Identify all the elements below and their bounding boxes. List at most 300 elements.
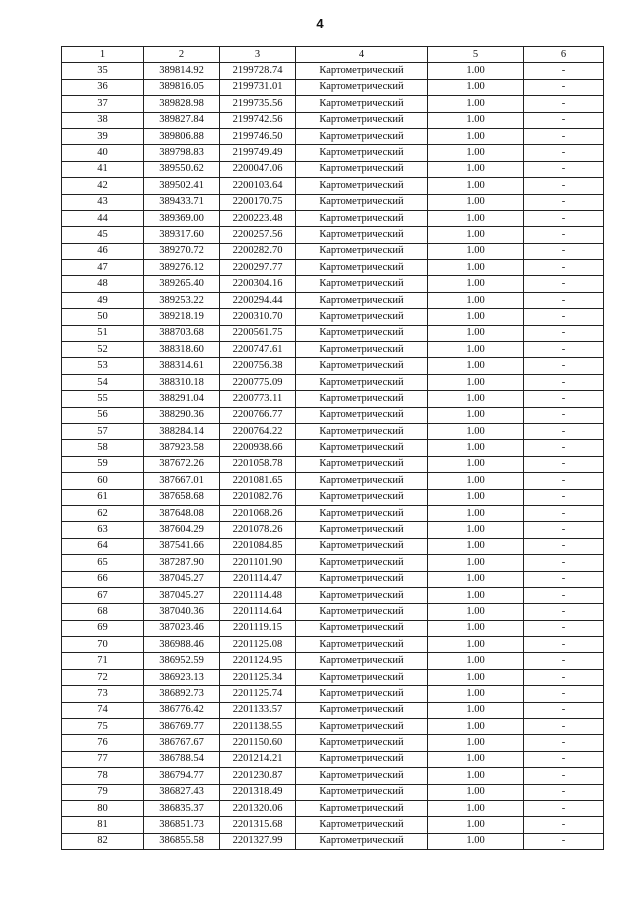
cell-method: Картометрический bbox=[296, 800, 428, 816]
cell-method: Картометрический bbox=[296, 817, 428, 833]
table-row bbox=[62, 407, 604, 423]
cell-point-number: 58 bbox=[62, 440, 144, 456]
cell-y: 2200561.75 bbox=[220, 325, 296, 341]
cell-accuracy: 1.00 bbox=[428, 686, 524, 702]
cell-description: - bbox=[524, 489, 604, 505]
table-row bbox=[62, 653, 604, 669]
cell-accuracy: 1.00 bbox=[428, 735, 524, 751]
cell-point-number: 82 bbox=[62, 833, 144, 849]
cell-y: 2200764.22 bbox=[220, 423, 296, 439]
table-row bbox=[62, 686, 604, 702]
cell-accuracy: 1.00 bbox=[428, 555, 524, 571]
cell-x: 387541.66 bbox=[144, 538, 220, 554]
cell-x: 387648.08 bbox=[144, 505, 220, 521]
cell-accuracy: 1.00 bbox=[428, 456, 524, 472]
cell-point-number: 57 bbox=[62, 423, 144, 439]
cell-accuracy: 1.00 bbox=[428, 374, 524, 390]
cell-x: 389806.88 bbox=[144, 128, 220, 144]
header-cell-method: 4 bbox=[296, 47, 428, 63]
cell-accuracy: 1.00 bbox=[428, 620, 524, 636]
cell-point-number: 48 bbox=[62, 276, 144, 292]
cell-point-number: 37 bbox=[62, 96, 144, 112]
cell-accuracy: 1.00 bbox=[428, 210, 524, 226]
table-row bbox=[62, 473, 604, 489]
cell-description: - bbox=[524, 96, 604, 112]
cell-accuracy: 1.00 bbox=[428, 505, 524, 521]
cell-x: 387040.36 bbox=[144, 604, 220, 620]
cell-point-number: 69 bbox=[62, 620, 144, 636]
cell-y: 2200766.77 bbox=[220, 407, 296, 423]
cell-accuracy: 1.00 bbox=[428, 571, 524, 587]
cell-point-number: 50 bbox=[62, 309, 144, 325]
table-row bbox=[62, 620, 604, 636]
cell-y: 2200938.66 bbox=[220, 440, 296, 456]
header-cell-description: 6 bbox=[524, 47, 604, 63]
cell-accuracy: 1.00 bbox=[428, 719, 524, 735]
cell-x: 389270.72 bbox=[144, 243, 220, 259]
cell-y: 2200047.06 bbox=[220, 161, 296, 177]
cell-x: 388318.60 bbox=[144, 342, 220, 358]
cell-x: 386794.77 bbox=[144, 768, 220, 784]
cell-x: 389502.41 bbox=[144, 178, 220, 194]
cell-accuracy: 1.00 bbox=[428, 391, 524, 407]
table-row bbox=[62, 784, 604, 800]
cell-description: - bbox=[524, 653, 604, 669]
cell-y: 2201125.08 bbox=[220, 637, 296, 653]
cell-y: 2201125.74 bbox=[220, 686, 296, 702]
cell-y: 2201318.49 bbox=[220, 784, 296, 800]
cell-x: 387604.29 bbox=[144, 522, 220, 538]
cell-method: Картометрический bbox=[296, 423, 428, 439]
cell-point-number: 52 bbox=[62, 342, 144, 358]
cell-y: 2201230.87 bbox=[220, 768, 296, 784]
cell-point-number: 56 bbox=[62, 407, 144, 423]
cell-point-number: 47 bbox=[62, 260, 144, 276]
header-cell-y: 3 bbox=[220, 47, 296, 63]
cell-description: - bbox=[524, 423, 604, 439]
cell-description: - bbox=[524, 538, 604, 554]
cell-y: 2201058.78 bbox=[220, 456, 296, 472]
cell-description: - bbox=[524, 178, 604, 194]
cell-point-number: 38 bbox=[62, 112, 144, 128]
cell-point-number: 41 bbox=[62, 161, 144, 177]
cell-point-number: 67 bbox=[62, 587, 144, 603]
cell-method: Картометрический bbox=[296, 538, 428, 554]
table-row bbox=[62, 161, 604, 177]
table-row bbox=[62, 702, 604, 718]
cell-method: Картометрический bbox=[296, 145, 428, 161]
cell-x: 387658.68 bbox=[144, 489, 220, 505]
cell-x: 386776.42 bbox=[144, 702, 220, 718]
cell-accuracy: 1.00 bbox=[428, 79, 524, 95]
cell-x: 387023.46 bbox=[144, 620, 220, 636]
cell-accuracy: 1.00 bbox=[428, 751, 524, 767]
cell-accuracy: 1.00 bbox=[428, 325, 524, 341]
cell-y: 2200257.56 bbox=[220, 227, 296, 243]
table-row bbox=[62, 440, 604, 456]
cell-point-number: 68 bbox=[62, 604, 144, 620]
cell-y: 2201114.47 bbox=[220, 571, 296, 587]
cell-description: - bbox=[524, 817, 604, 833]
table-row bbox=[62, 194, 604, 210]
cell-x: 387667.01 bbox=[144, 473, 220, 489]
table-row bbox=[62, 489, 604, 505]
cell-method: Картометрический bbox=[296, 358, 428, 374]
header-cell-x: 2 bbox=[144, 47, 220, 63]
cell-x: 387045.27 bbox=[144, 587, 220, 603]
cell-y: 2201101.90 bbox=[220, 555, 296, 571]
cell-method: Картометрический bbox=[296, 178, 428, 194]
cell-description: - bbox=[524, 473, 604, 489]
cell-accuracy: 1.00 bbox=[428, 522, 524, 538]
cell-description: - bbox=[524, 686, 604, 702]
cell-description: - bbox=[524, 719, 604, 735]
cell-description: - bbox=[524, 456, 604, 472]
cell-description: - bbox=[524, 342, 604, 358]
cell-accuracy: 1.00 bbox=[428, 473, 524, 489]
cell-x: 389828.98 bbox=[144, 96, 220, 112]
cell-description: - bbox=[524, 276, 604, 292]
cell-description: - bbox=[524, 522, 604, 538]
table-row bbox=[62, 669, 604, 685]
cell-method: Картометрический bbox=[296, 735, 428, 751]
cell-point-number: 54 bbox=[62, 374, 144, 390]
cell-description: - bbox=[524, 374, 604, 390]
cell-x: 389827.84 bbox=[144, 112, 220, 128]
cell-accuracy: 1.00 bbox=[428, 489, 524, 505]
cell-accuracy: 1.00 bbox=[428, 194, 524, 210]
cell-y: 2200310.70 bbox=[220, 309, 296, 325]
cell-x: 388284.14 bbox=[144, 423, 220, 439]
cell-x: 389433.71 bbox=[144, 194, 220, 210]
cell-accuracy: 1.00 bbox=[428, 784, 524, 800]
cell-description: - bbox=[524, 227, 604, 243]
cell-description: - bbox=[524, 669, 604, 685]
cell-description: - bbox=[524, 128, 604, 144]
cell-accuracy: 1.00 bbox=[428, 178, 524, 194]
table-row bbox=[62, 96, 604, 112]
cell-x: 389369.00 bbox=[144, 210, 220, 226]
cell-x: 389814.92 bbox=[144, 63, 220, 79]
cell-y: 2201133.57 bbox=[220, 702, 296, 718]
cell-x: 388703.68 bbox=[144, 325, 220, 341]
cell-method: Картометрический bbox=[296, 309, 428, 325]
cell-point-number: 60 bbox=[62, 473, 144, 489]
cell-x: 386855.58 bbox=[144, 833, 220, 849]
cell-y: 2200773.11 bbox=[220, 391, 296, 407]
cell-point-number: 73 bbox=[62, 686, 144, 702]
table-row bbox=[62, 358, 604, 374]
cell-point-number: 66 bbox=[62, 571, 144, 587]
cell-y: 2201119.15 bbox=[220, 620, 296, 636]
table-row bbox=[62, 719, 604, 735]
cell-y: 2199746.50 bbox=[220, 128, 296, 144]
cell-description: - bbox=[524, 309, 604, 325]
cell-point-number: 75 bbox=[62, 719, 144, 735]
cell-point-number: 65 bbox=[62, 555, 144, 571]
cell-y: 2201320.06 bbox=[220, 800, 296, 816]
cell-description: - bbox=[524, 243, 604, 259]
table-row bbox=[62, 587, 604, 603]
table-row bbox=[62, 112, 604, 128]
table-row bbox=[62, 604, 604, 620]
cell-point-number: 71 bbox=[62, 653, 144, 669]
table-row bbox=[62, 178, 604, 194]
table-row bbox=[62, 243, 604, 259]
cell-y: 2200170.75 bbox=[220, 194, 296, 210]
cell-method: Картометрический bbox=[296, 292, 428, 308]
cell-accuracy: 1.00 bbox=[428, 423, 524, 439]
cell-method: Картометрический bbox=[296, 128, 428, 144]
cell-accuracy: 1.00 bbox=[428, 407, 524, 423]
cell-method: Картометрический bbox=[296, 669, 428, 685]
cell-method: Картометрический bbox=[296, 63, 428, 79]
cell-point-number: 53 bbox=[62, 358, 144, 374]
cell-x: 386767.67 bbox=[144, 735, 220, 751]
cell-accuracy: 1.00 bbox=[428, 358, 524, 374]
cell-point-number: 45 bbox=[62, 227, 144, 243]
cell-method: Картометрический bbox=[296, 243, 428, 259]
table-row bbox=[62, 637, 604, 653]
cell-point-number: 62 bbox=[62, 505, 144, 521]
cell-accuracy: 1.00 bbox=[428, 128, 524, 144]
cell-y: 2200297.77 bbox=[220, 260, 296, 276]
cell-description: - bbox=[524, 194, 604, 210]
cell-point-number: 64 bbox=[62, 538, 144, 554]
cell-accuracy: 1.00 bbox=[428, 63, 524, 79]
cell-method: Картометрический bbox=[296, 571, 428, 587]
cell-x: 386952.59 bbox=[144, 653, 220, 669]
cell-y: 2199749.49 bbox=[220, 145, 296, 161]
cell-x: 388310.18 bbox=[144, 374, 220, 390]
cell-method: Картометрический bbox=[296, 702, 428, 718]
cell-method: Картометрический bbox=[296, 489, 428, 505]
cell-description: - bbox=[524, 833, 604, 849]
cell-method: Картометрический bbox=[296, 719, 428, 735]
cell-accuracy: 1.00 bbox=[428, 440, 524, 456]
cell-description: - bbox=[524, 768, 604, 784]
cell-method: Картометрический bbox=[296, 653, 428, 669]
cell-x: 389816.05 bbox=[144, 79, 220, 95]
table-row bbox=[62, 145, 604, 161]
cell-x: 387923.58 bbox=[144, 440, 220, 456]
cell-point-number: 70 bbox=[62, 637, 144, 653]
cell-y: 2200775.09 bbox=[220, 374, 296, 390]
cell-method: Картометрический bbox=[296, 833, 428, 849]
cell-x: 386788.54 bbox=[144, 751, 220, 767]
cell-description: - bbox=[524, 391, 604, 407]
table-row bbox=[62, 342, 604, 358]
table-row bbox=[62, 210, 604, 226]
cell-accuracy: 1.00 bbox=[428, 833, 524, 849]
cell-method: Картометрический bbox=[296, 391, 428, 407]
cell-x: 388290.36 bbox=[144, 407, 220, 423]
cell-method: Картометрический bbox=[296, 79, 428, 95]
cell-accuracy: 1.00 bbox=[428, 292, 524, 308]
cell-method: Картометрический bbox=[296, 555, 428, 571]
cell-point-number: 61 bbox=[62, 489, 144, 505]
cell-x: 386835.37 bbox=[144, 800, 220, 816]
cell-point-number: 55 bbox=[62, 391, 144, 407]
cell-x: 389265.40 bbox=[144, 276, 220, 292]
table-row bbox=[62, 128, 604, 144]
cell-x: 389317.60 bbox=[144, 227, 220, 243]
header-row bbox=[62, 47, 604, 63]
cell-y: 2199731.01 bbox=[220, 79, 296, 95]
cell-description: - bbox=[524, 751, 604, 767]
cell-accuracy: 1.00 bbox=[428, 96, 524, 112]
cell-y: 2201125.34 bbox=[220, 669, 296, 685]
cell-accuracy: 1.00 bbox=[428, 243, 524, 259]
cell-accuracy: 1.00 bbox=[428, 604, 524, 620]
cell-x: 386892.73 bbox=[144, 686, 220, 702]
cell-point-number: 72 bbox=[62, 669, 144, 685]
cell-accuracy: 1.00 bbox=[428, 653, 524, 669]
table-row bbox=[62, 817, 604, 833]
cell-accuracy: 1.00 bbox=[428, 260, 524, 276]
cell-y: 2201214.21 bbox=[220, 751, 296, 767]
table-row bbox=[62, 555, 604, 571]
cell-y: 2201081.65 bbox=[220, 473, 296, 489]
cell-x: 387672.26 bbox=[144, 456, 220, 472]
cell-accuracy: 1.00 bbox=[428, 538, 524, 554]
cell-x: 386827.43 bbox=[144, 784, 220, 800]
cell-x: 386851.73 bbox=[144, 817, 220, 833]
cell-x: 389798.83 bbox=[144, 145, 220, 161]
cell-description: - bbox=[524, 587, 604, 603]
cell-method: Картометрический bbox=[296, 751, 428, 767]
cell-description: - bbox=[524, 784, 604, 800]
cell-method: Картометрический bbox=[296, 407, 428, 423]
table-row bbox=[62, 538, 604, 554]
cell-x: 388291.04 bbox=[144, 391, 220, 407]
cell-accuracy: 1.00 bbox=[428, 145, 524, 161]
table-row bbox=[62, 751, 604, 767]
cell-y: 2201114.64 bbox=[220, 604, 296, 620]
cell-method: Картометрический bbox=[296, 276, 428, 292]
cell-description: - bbox=[524, 505, 604, 521]
cell-x: 387287.90 bbox=[144, 555, 220, 571]
cell-y: 2200304.16 bbox=[220, 276, 296, 292]
cell-point-number: 77 bbox=[62, 751, 144, 767]
cell-y: 2199735.56 bbox=[220, 96, 296, 112]
cell-accuracy: 1.00 bbox=[428, 161, 524, 177]
cell-description: - bbox=[524, 735, 604, 751]
cell-point-number: 42 bbox=[62, 178, 144, 194]
cell-method: Картометрический bbox=[296, 473, 428, 489]
cell-method: Картометрический bbox=[296, 768, 428, 784]
cell-y: 2200747.61 bbox=[220, 342, 296, 358]
table-row bbox=[62, 505, 604, 521]
cell-description: - bbox=[524, 112, 604, 128]
cell-y: 2201078.26 bbox=[220, 522, 296, 538]
cell-description: - bbox=[524, 407, 604, 423]
cell-point-number: 51 bbox=[62, 325, 144, 341]
cell-method: Картометрический bbox=[296, 210, 428, 226]
cell-description: - bbox=[524, 637, 604, 653]
cell-method: Картометрический bbox=[296, 505, 428, 521]
cell-method: Картометрический bbox=[296, 587, 428, 603]
cell-point-number: 79 bbox=[62, 784, 144, 800]
table-row bbox=[62, 374, 604, 390]
coordinates-table bbox=[61, 46, 604, 850]
cell-x: 386988.46 bbox=[144, 637, 220, 653]
cell-method: Картометрический bbox=[296, 96, 428, 112]
cell-point-number: 80 bbox=[62, 800, 144, 816]
cell-point-number: 46 bbox=[62, 243, 144, 259]
table-row bbox=[62, 292, 604, 308]
table-row bbox=[62, 423, 604, 439]
table-row bbox=[62, 571, 604, 587]
cell-description: - bbox=[524, 620, 604, 636]
table-row bbox=[62, 227, 604, 243]
cell-point-number: 49 bbox=[62, 292, 144, 308]
cell-method: Картометрический bbox=[296, 260, 428, 276]
cell-y: 2200103.64 bbox=[220, 178, 296, 194]
cell-accuracy: 1.00 bbox=[428, 669, 524, 685]
cell-x: 386923.13 bbox=[144, 669, 220, 685]
cell-description: - bbox=[524, 260, 604, 276]
cell-method: Картометрический bbox=[296, 325, 428, 341]
table-row bbox=[62, 833, 604, 849]
table-header bbox=[62, 47, 604, 63]
cell-method: Картометрический bbox=[296, 342, 428, 358]
cell-method: Картометрический bbox=[296, 194, 428, 210]
cell-x: 389218.19 bbox=[144, 309, 220, 325]
cell-y: 2200294.44 bbox=[220, 292, 296, 308]
page-number: 4 bbox=[316, 16, 324, 31]
cell-method: Картометрический bbox=[296, 227, 428, 243]
cell-y: 2201150.60 bbox=[220, 735, 296, 751]
cell-method: Картометрический bbox=[296, 620, 428, 636]
cell-description: - bbox=[524, 292, 604, 308]
cell-method: Картометрический bbox=[296, 604, 428, 620]
cell-description: - bbox=[524, 210, 604, 226]
cell-point-number: 40 bbox=[62, 145, 144, 161]
cell-description: - bbox=[524, 63, 604, 79]
cell-point-number: 36 bbox=[62, 79, 144, 95]
cell-description: - bbox=[524, 440, 604, 456]
header-cell-accuracy: 5 bbox=[428, 47, 524, 63]
cell-y: 2201138.55 bbox=[220, 719, 296, 735]
cell-point-number: 59 bbox=[62, 456, 144, 472]
cell-accuracy: 1.00 bbox=[428, 227, 524, 243]
cell-x: 389550.62 bbox=[144, 161, 220, 177]
cell-y: 2201315.68 bbox=[220, 817, 296, 833]
cell-method: Картометрический bbox=[296, 161, 428, 177]
cell-method: Картометрический bbox=[296, 784, 428, 800]
cell-y: 2201068.26 bbox=[220, 505, 296, 521]
table-row bbox=[62, 456, 604, 472]
table-row bbox=[62, 735, 604, 751]
cell-description: - bbox=[524, 325, 604, 341]
cell-point-number: 78 bbox=[62, 768, 144, 784]
table-row bbox=[62, 768, 604, 784]
table-row bbox=[62, 522, 604, 538]
cell-x: 389253.22 bbox=[144, 292, 220, 308]
cell-method: Картометрический bbox=[296, 637, 428, 653]
cell-description: - bbox=[524, 702, 604, 718]
table-row bbox=[62, 63, 604, 79]
cell-x: 387045.27 bbox=[144, 571, 220, 587]
cell-point-number: 74 bbox=[62, 702, 144, 718]
cell-accuracy: 1.00 bbox=[428, 342, 524, 358]
cell-y: 2199728.74 bbox=[220, 63, 296, 79]
cell-description: - bbox=[524, 555, 604, 571]
cell-x: 386769.77 bbox=[144, 719, 220, 735]
cell-description: - bbox=[524, 161, 604, 177]
table-row bbox=[62, 391, 604, 407]
